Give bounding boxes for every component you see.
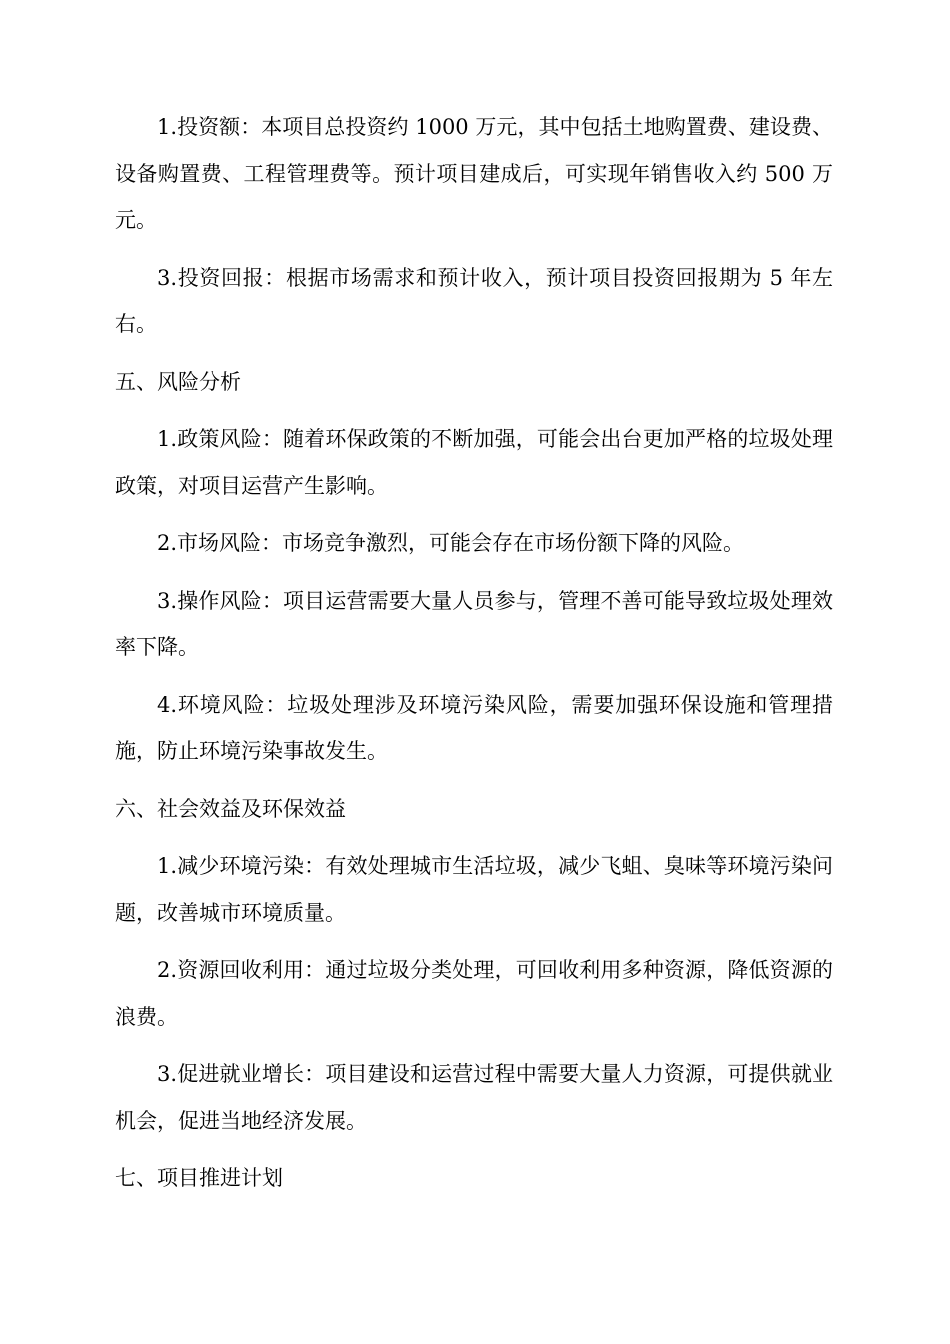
paragraph-employment-growth: 3.促进就业增长：项目建设和运营过程中需要大量人力资源，可提供就业机会，促进当地经济发展。 (115, 1062, 833, 1133)
paragraph-resource-recycling: 2.资源回收利用：通过垃圾分类处理，可回收利用多种资源，降低资源的浪费。 (115, 958, 833, 1029)
section-heading-project-plan: 七、项目推进计划 (115, 1166, 283, 1190)
paragraph-reduce-pollution: 1.减少环境污染：有效处理城市生活垃圾，减少飞蛆、臭味等环境污染问题，改善城市环境质量。 (115, 854, 833, 925)
paragraph-market-risk: 2.市场风险：市场竞争激烈，可能会存在市场份额下降的风险。 (157, 531, 745, 555)
paragraph-investment-amount: 1.投资额：本项目总投资约 1000 万元，其中包括土地购置费、建设费、设备购置费、工程管理费等。预计项目建成后，可实现年销售收入约 500 万元。 (115, 115, 833, 232)
document-page (115, 104, 833, 1213)
paragraph-operation-risk: 3.操作风险：项目运营需要大量人员参与，管理不善可能导致垃圾处理效率下降。 (115, 588, 833, 659)
section-heading-risk-analysis: 五、风险分析 (115, 369, 241, 394)
paragraph-environment-risk: 4.环境风险：垃圾处理涉及环境污染风险，需要加强环保设施和管理措施，防止环境污染事故发生。 (115, 692, 833, 763)
paragraph-investment-return: 3.投资回报：根据市场需求和预计收入，预计项目投资回报期为 5 年左右。 (115, 265, 833, 336)
paragraph-policy-risk: 1.政策风险：随着环保政策的不断加强，可能会出台更加严格的垃圾处理政策，对项目运营产生影响。 (115, 427, 833, 498)
section-heading-social-benefits: 六、社会效益及环保效益 (115, 796, 346, 821)
